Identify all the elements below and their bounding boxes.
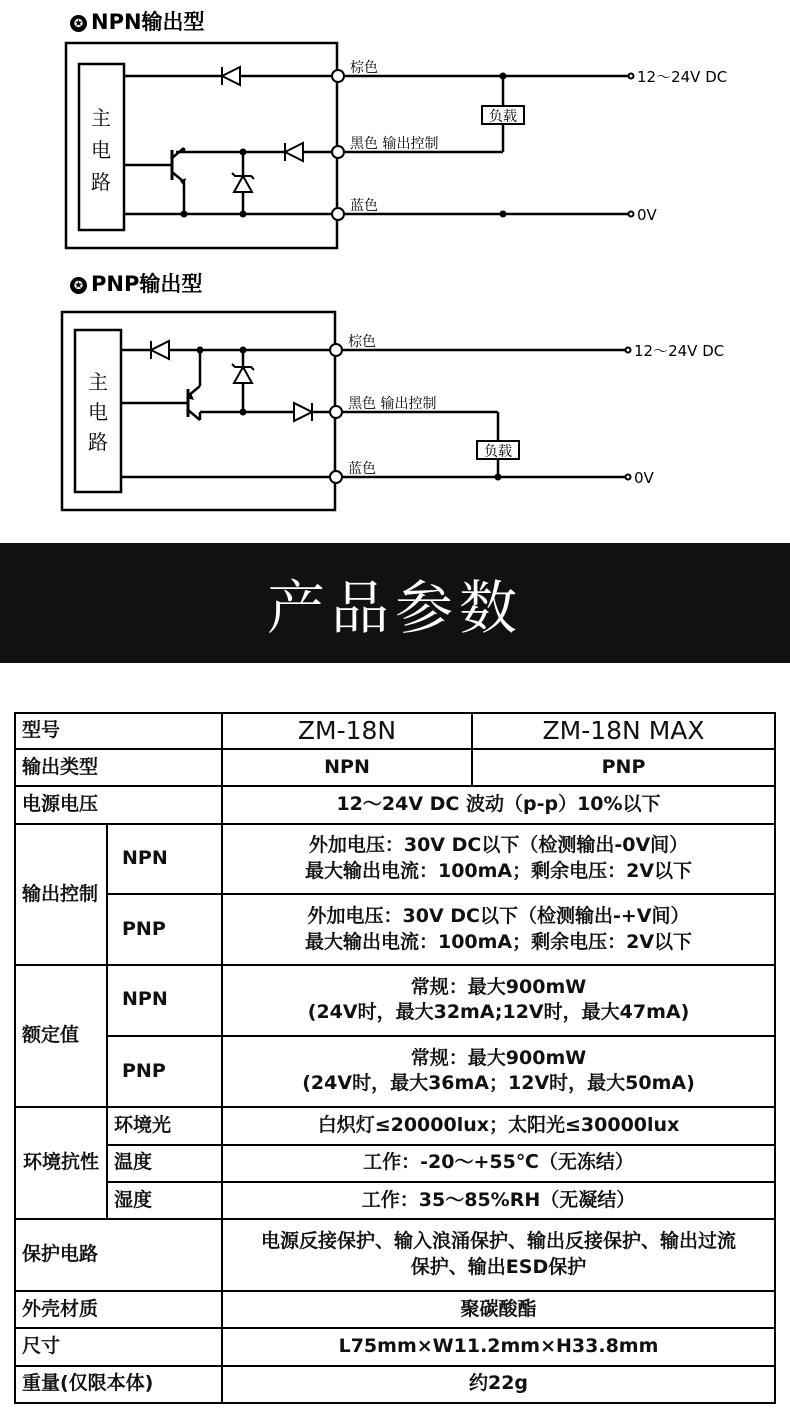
- product-parameters-banner: [0, 543, 790, 663]
- npn-brown-wire-label: 棕色: [350, 60, 378, 76]
- environment-resistance-label: 环境抗性: [15, 1107, 107, 1219]
- rated-pnp-label: PNP: [107, 1036, 222, 1108]
- model-label: 型号: [15, 713, 222, 749]
- protection-circuit-label: 保护电路: [15, 1219, 222, 1291]
- table-row: [15, 713, 775, 749]
- humidity-value: 工作：35～85%RH（无凝结）: [222, 1182, 775, 1219]
- weight-label: 重量(仅限本体): [15, 1366, 222, 1403]
- size-label: 尺寸: [15, 1328, 222, 1365]
- rated-pnp-line-2: (24V时，最大36mA；12V时，最大50mA): [302, 1072, 695, 1095]
- npn-load-label: 负载: [489, 109, 517, 125]
- npn-main-circuit-char-1: 主: [91, 106, 111, 130]
- output-type-2-value: PNP: [472, 749, 775, 786]
- oc-npn-line-2: 最大输出电流：100mA；剩余电压：2V以下: [304, 860, 693, 883]
- pnp-brown-terminal: [330, 344, 342, 356]
- rated-npn-line-2: (24V时，最大32mA;12V时，最大47mA): [307, 1001, 690, 1024]
- npn-black-terminal: [332, 146, 344, 158]
- table-row: [15, 1219, 775, 1291]
- humidity-label: 湿度: [107, 1182, 222, 1219]
- npn-blue-terminal: [332, 208, 344, 220]
- pnp-main-circuit-char-2: 电: [88, 400, 108, 424]
- pnp-wiring-diagram: [0, 295, 790, 525]
- table-row: [15, 894, 775, 965]
- rated-value-label: 额定值: [15, 965, 107, 1107]
- rated-npn-value: [222, 965, 775, 1036]
- spec-table: [14, 712, 776, 1404]
- housing-material-label: 外壳材质: [15, 1291, 222, 1328]
- output-type-label: 输出类型: [15, 749, 222, 786]
- protection-circuit-value: 电源反接保护、输入浪涌保护、输出反接保护、输出过流保护、输出ESD保护: [222, 1219, 775, 1291]
- pnp-brown-diode-icon: [151, 341, 169, 359]
- size-value: L75mm×W11.2mm×H33.8mm: [222, 1328, 775, 1365]
- npn-brown-diode-icon: [222, 67, 240, 85]
- temperature-label: 温度: [107, 1145, 222, 1182]
- weight-value: 约22g: [222, 1366, 775, 1403]
- pnp-blue-wire-label: 蓝色: [348, 461, 376, 477]
- npn-brown-terminal: [332, 70, 344, 82]
- model-2-value: ZM-18N MAX: [472, 713, 775, 749]
- output-control-npn-value: [222, 824, 775, 895]
- output-control-npn-label: NPN: [107, 824, 222, 895]
- pnp-blue-terminal: [330, 471, 342, 483]
- pnp-load-label: 负载: [484, 444, 512, 460]
- table-row: [15, 749, 775, 786]
- pnp-ground-label: 0V: [634, 469, 654, 487]
- table-row: [15, 1107, 775, 1144]
- pnp-black-diode-icon: [294, 403, 312, 421]
- pnp-zener-diode-icon: [234, 367, 252, 383]
- supply-voltage-label: 电源电压: [15, 786, 222, 823]
- table-row: [15, 824, 775, 895]
- table-row: [15, 1145, 775, 1182]
- pnp-brown-wire-label: 棕色: [348, 334, 376, 350]
- housing-material-value: 聚碳酸酯: [222, 1291, 775, 1328]
- banner-title: 产品参数: [266, 574, 523, 642]
- oc-pnp-line-2: 最大输出电流：100mA；剩余电压：2V以下: [304, 930, 693, 953]
- table-row: [15, 1328, 775, 1365]
- npn-main-circuit-char-3: 路: [91, 170, 111, 194]
- npn-title-text: NPN输出型: [91, 10, 205, 34]
- oc-pnp-line-1: 外加电压：30V DC以下（检测输出-+V间）: [307, 905, 690, 928]
- npn-blue-wire-label: 蓝色: [350, 198, 378, 214]
- table-row: [15, 965, 775, 1036]
- pnp-main-circuit-char-3: 路: [88, 430, 108, 454]
- npn-main-circuit-char-2: 电: [91, 138, 111, 162]
- rated-pnp-line-1: 常规：最大900mW: [410, 1046, 587, 1069]
- pnp-section-title: [70, 268, 202, 298]
- pnp-main-circuit-char-1: 主: [88, 370, 108, 394]
- temperature-value: 工作：-20～+55℃（无冻结）: [222, 1145, 775, 1182]
- rated-npn-label: NPN: [107, 965, 222, 1036]
- star-circle-icon: ✪: [70, 15, 87, 32]
- npn-black-wire-label: 黑色 输出控制: [350, 136, 439, 152]
- pnp-black-wire-label: 黑色 输出控制: [348, 396, 437, 412]
- table-row: [15, 1182, 775, 1219]
- table-row: [15, 786, 775, 823]
- output-control-pnp-label: PNP: [107, 894, 222, 965]
- npn-zener-diode-icon: [234, 176, 252, 192]
- model-1-value: ZM-18N: [222, 713, 472, 749]
- npn-black-diode-icon: [285, 143, 303, 161]
- output-control-pnp-value: [222, 894, 775, 965]
- npn-ground-label: 0V: [637, 206, 657, 224]
- table-row: [15, 1036, 775, 1108]
- npn-supply-label: 12～24V DC: [637, 68, 728, 86]
- output-type-1-value: NPN: [222, 749, 472, 786]
- npn-wiring-diagram: [0, 0, 790, 260]
- supply-voltage-value: 12～24V DC 波动（p-p）10%以下: [222, 786, 775, 823]
- oc-npn-line-1: 外加电压：30V DC以下（检测输出-0V间）: [308, 834, 689, 857]
- output-control-label: 输出控制: [15, 824, 107, 965]
- star-circle-icon: ✪: [70, 277, 87, 294]
- rated-pnp-value: [222, 1036, 775, 1108]
- rated-npn-line-1: 常规：最大900mW: [410, 975, 587, 998]
- pnp-title-text: PNP输出型: [91, 272, 203, 296]
- ambient-light-label: 环境光: [107, 1107, 222, 1144]
- pnp-supply-label: 12～24V DC: [634, 342, 725, 360]
- pnp-black-terminal: [330, 406, 342, 418]
- ambient-light-value: 白炽灯≤20000lux；太阳光≤30000lux: [222, 1107, 775, 1144]
- table-row: [15, 1366, 775, 1403]
- table-row: [15, 1291, 775, 1328]
